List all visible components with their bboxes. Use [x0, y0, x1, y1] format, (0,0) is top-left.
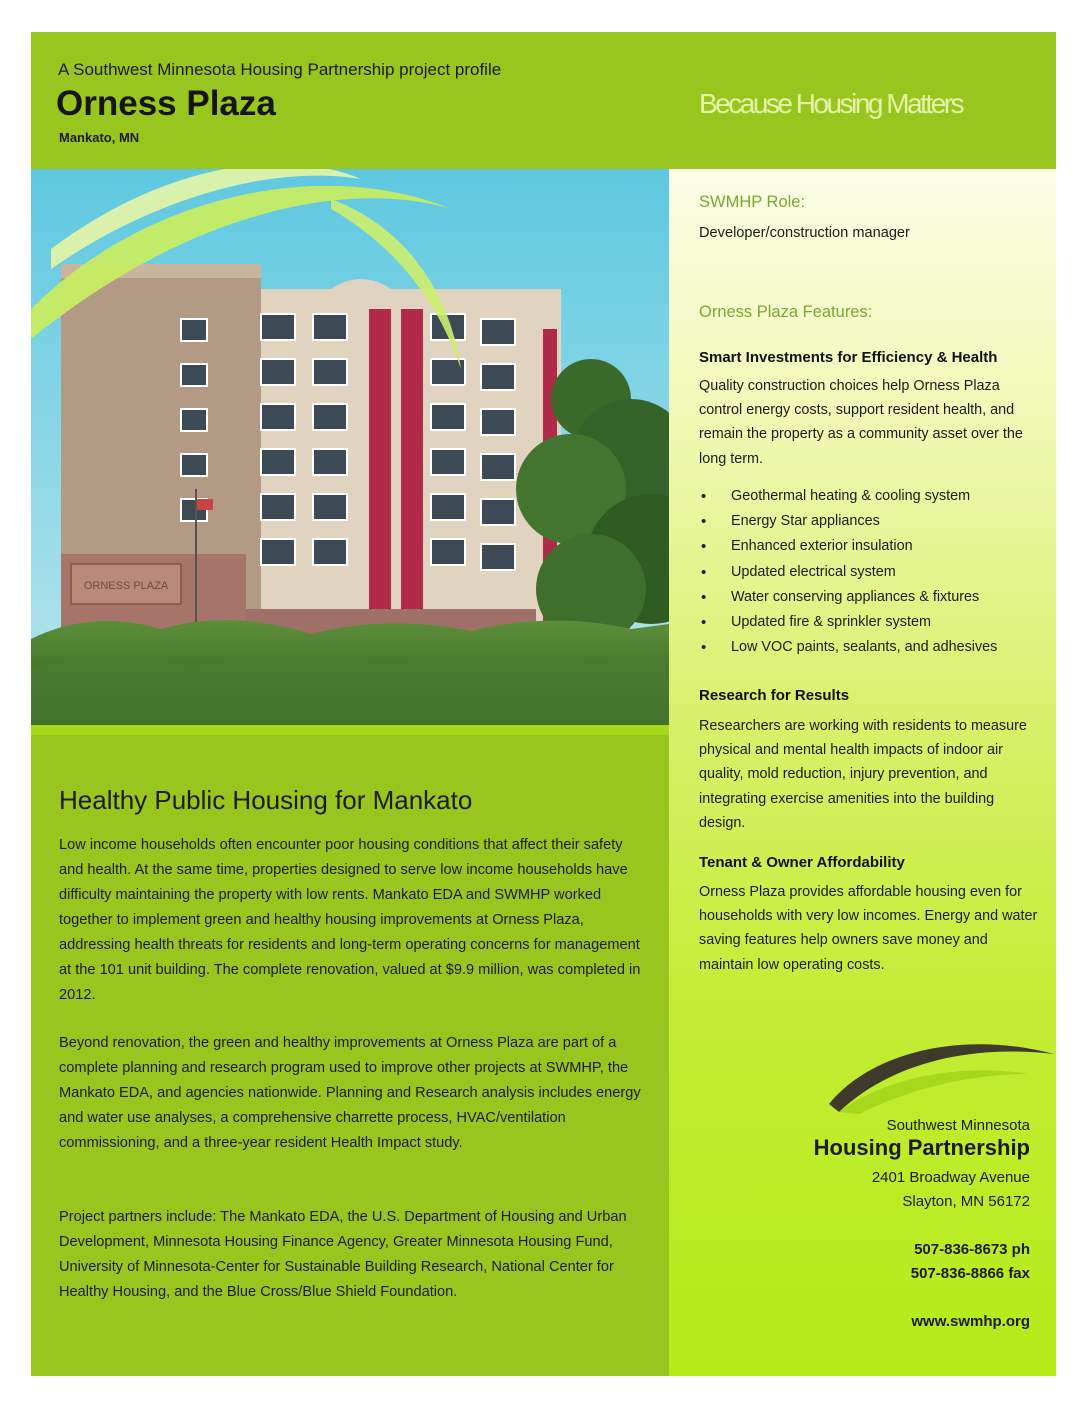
paragraph-intro: Low income households often encounter poor housing conditions that affect their safety and health. At the same time, properties designed to serve low income households have difficulty maintaining the property with low rents. Mankato EDA and SWMHP worked together to implement green and healthy housing improvements at Orness Plaza, addressing health threats for residents and long-term operating concerns for management at the 101 unit building. The complete renovation, valued at $9.9 million, was completed in 2012.: [59, 837, 641, 1003]
fax-number: 507-836-8866 fax: [910, 1265, 1030, 1282]
list-item: • Low VOC paints, sealants, and adhesives: [699, 635, 1049, 660]
list-item: • Updated fire & sprinkler system: [699, 610, 1049, 635]
feature-heading-affordability: Tenant & Owner Affordability: [699, 854, 905, 871]
feature-list: [699, 484, 1049, 660]
website-link[interactable]: www.swmhp.org: [911, 1313, 1030, 1330]
building-photo: [31, 169, 669, 725]
section-heading: Healthy Public Housing for Mankato: [59, 785, 473, 815]
address-street: 2401 Broadway Avenue: [871, 1169, 1030, 1186]
feature-heading-research: Research for Results: [699, 687, 850, 704]
address-city: Slayton, MN 56172: [902, 1193, 1030, 1210]
building-sign: ORNESS PLAZA: [83, 580, 169, 592]
feature-text-affordability: Orness Plaza provides affordable housing even for households with very low incomes. Energy and water saving features help owners save money and maintain low operating costs.: [699, 884, 1038, 973]
header-band: [31, 32, 1056, 169]
list-item: • Updated electrical system: [699, 560, 1049, 585]
right-sidebar: [669, 169, 1056, 1376]
left-content: [31, 725, 669, 1376]
list-item: • Energy Star appliances: [699, 509, 1049, 534]
feature-text-research: Researchers are working with residents to measure physical and mental health impacts of indoor air quality, mold reduction, injury prevention, and integrating exercise amenities into the building design.: [699, 718, 1027, 831]
swoosh-logo: [829, 1034, 1056, 1114]
tagline: Because Housing Matters: [699, 88, 963, 119]
location-label: Mankato, MN: [59, 130, 140, 145]
flyer-page: [31, 32, 1056, 1376]
org-name-line1: Southwest Minnesota: [886, 1117, 1030, 1134]
org-name-line2: Housing Partnership: [813, 1135, 1030, 1160]
role-value: Developer/construction manager: [699, 225, 910, 241]
list-item: • Water conserving appliances & fixtures: [699, 585, 1049, 610]
features-label: Orness Plaza Features:: [699, 303, 873, 321]
feature-text-efficiency: Quality construction choices help Orness Plaza control energy costs, support resident health, and remain the property as a community asset over the long term.: [699, 378, 1023, 467]
list-item: • Enhanced exterior insulation: [699, 534, 1049, 559]
paragraph-partners: Project partners include: The Mankato EDA, the U.S. Department of Housing and Urban Development, Minnesota Housing Finance Agency, Greater Minnesota Housing Fund, University of Minnesota-Center for Sustainable Building Research, National Center for Healthy Housing, and the Blue Cross/Blue Shield Foundation.: [59, 1209, 627, 1300]
paragraph-renovation: Beyond renovation, the green and healthy improvements at Orness Plaza are part of a complete planning and research program used to improve other projects at SWMHP, the Mankato EDA, and agencies nationwide. Planning and Research analysis includes energy and water use analyses, a comprehensive charrette process, HVAC/ventilation commissioning, and a three-year resident Health Impact study.: [59, 1035, 641, 1151]
list-item: • Geothermal heating & cooling system: [699, 484, 1049, 509]
profile-subtitle: A Southwest Minnesota Housing Partnership project profile: [58, 60, 502, 79]
feature-heading-efficiency: Smart Investments for Efficiency & Health: [699, 349, 998, 366]
role-label: SWMHP Role:: [699, 193, 806, 211]
phone-number: 507-836-8673 ph: [914, 1241, 1030, 1258]
page-title: Orness Plaza: [56, 84, 276, 123]
